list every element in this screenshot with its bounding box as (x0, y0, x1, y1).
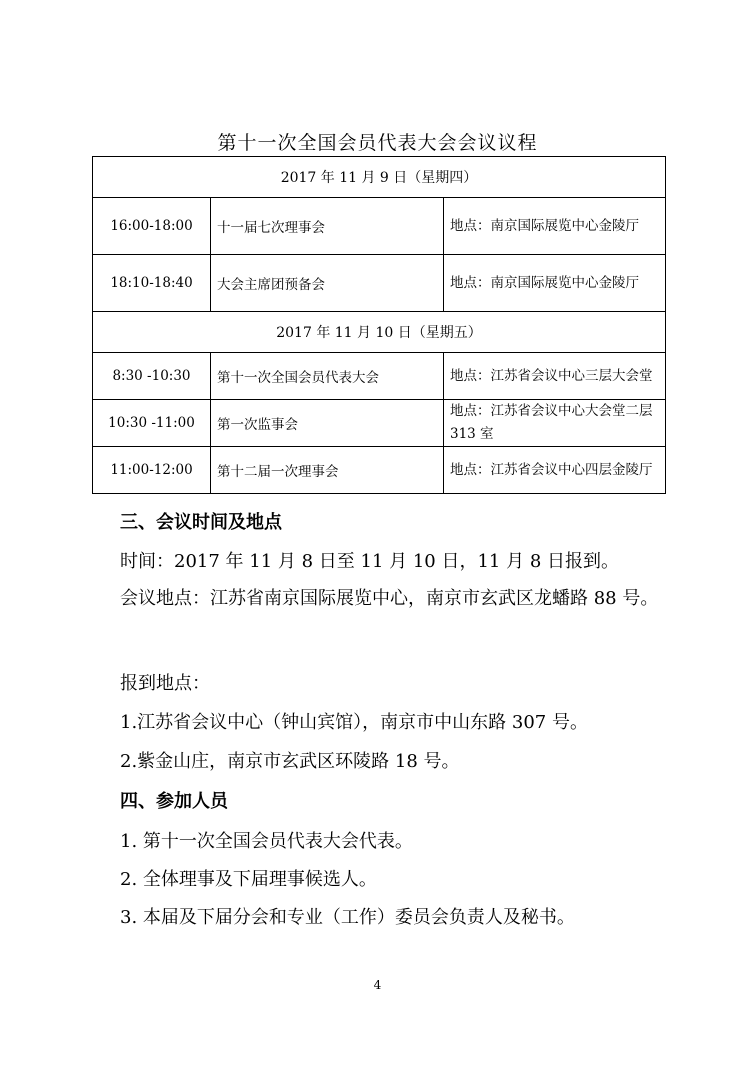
agenda-time: 10:30 -11:00 (93, 400, 211, 447)
day-header: 2017 年 11 月 10 日（星期五） (93, 312, 666, 353)
meeting-time: 时间：2017 年 11 月 8 日至 11 月 10 日，11 月 8 日报到。 (120, 551, 619, 572)
agenda-time: 16:00-18:00 (93, 198, 211, 255)
table-row (93, 400, 666, 447)
section-heading: 三、会议时间及地点 (120, 512, 282, 533)
section-heading: 四、参加人员 (120, 791, 228, 812)
agenda-place: 地点：江苏省会议中心三层大会堂 (444, 353, 666, 400)
table-row (93, 255, 666, 312)
agenda-event: 第十一次全国会员代表大会 (211, 353, 444, 400)
agenda-time: 11:00-12:00 (93, 447, 211, 494)
agenda-place: 地点：南京国际展览中心金陵厅 (444, 255, 666, 312)
checkin-location: 1.江苏省会议中心（钟山宾馆），南京市中山东路 307 号。 (120, 712, 588, 733)
agenda-time: 8:30 -10:30 (93, 353, 211, 400)
agenda-title: 第十一次全国会员代表大会会议议程 (217, 132, 538, 154)
day-header-row (93, 157, 666, 198)
agenda-event: 大会主席团预备会 (211, 255, 444, 312)
checkin-location: 2.紫金山庄，南京市玄武区环陵路 18 号。 (120, 751, 460, 772)
list-item: 2. 全体理事及下届理事候选人。 (120, 869, 377, 890)
agenda-place: 地点：南京国际展览中心金陵厅 (444, 198, 666, 255)
agenda-place: 地点：江苏省会议中心四层金陵厅 (444, 447, 666, 494)
agenda-event: 第十二届一次理事会 (211, 447, 444, 494)
agenda-table (92, 156, 666, 494)
table-row (93, 198, 666, 255)
agenda-time: 18:10-18:40 (93, 255, 211, 312)
page-number: 4 (373, 978, 382, 992)
agenda-event: 十一届七次理事会 (211, 198, 444, 255)
day-header: 2017 年 11 月 9 日（星期四） (93, 157, 666, 198)
list-item: 1. 第十一次全国会员代表大会代表。 (120, 831, 413, 852)
checkin-label: 报到地点： (120, 673, 210, 694)
meeting-venue: 会议地点：江苏省南京国际展览中心，南京市玄武区龙蟠路 88 号。 (120, 588, 659, 609)
list-item: 3. 本届及下届分会和专业（工作）委员会负责人及秘书。 (120, 907, 575, 928)
table-row (93, 447, 666, 494)
agenda-place: 地点：江苏省会议中心大会堂二层 313 室 (444, 400, 666, 447)
table-row (93, 353, 666, 400)
day-header-row (93, 312, 666, 353)
agenda-event: 第一次监事会 (211, 400, 444, 447)
